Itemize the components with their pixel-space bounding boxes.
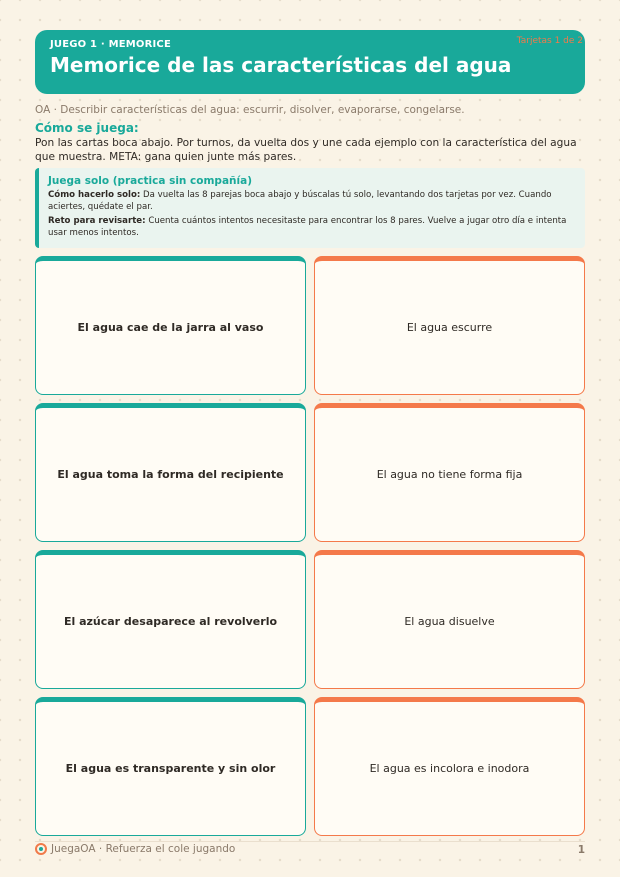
solo-how xyxy=(48,190,575,213)
example-card: El agua es transparente y sin olor xyxy=(35,697,306,836)
footer xyxy=(35,843,235,855)
brand-logo-icon xyxy=(35,843,47,855)
feature-card: El agua no tiene forma fija xyxy=(314,403,585,542)
solo-play-box xyxy=(35,168,585,248)
feature-card: El agua escurre xyxy=(314,256,585,395)
solo-how-label: Cómo hacerlo solo: xyxy=(48,190,141,200)
solo-challenge-label: Reto para revisarte: xyxy=(48,216,146,226)
title-banner xyxy=(35,30,585,94)
learning-objective: OA · Describir características del agua: escurrir, disolver, evaporarse, congelarse. xyxy=(35,104,465,116)
example-card: El azúcar desaparece al revolverlo xyxy=(35,550,306,689)
page-title: Memorice de las características del agua xyxy=(50,53,512,77)
solo-how-text: Da vuelta las 8 parejas boca abajo y búscalas tú solo, levantando dos tarjetas por vez. Cuando aciertes, quédate el par. xyxy=(48,190,552,212)
how-to-play-title: Cómo se juega: xyxy=(35,121,139,135)
game-kicker: JUEGO 1 · MEMORICE xyxy=(50,39,172,50)
feature-card: El agua es incolora e inodora xyxy=(314,697,585,836)
footer-brand: JuegaOA · Refuerza el cole jugando xyxy=(51,843,236,855)
solo-title: Juega solo (practica sin compañía) xyxy=(48,175,252,187)
sheet-tag: Tarjetas 1 de 2 xyxy=(516,36,583,46)
feature-card: El agua disuelve xyxy=(314,550,585,689)
footer-divider xyxy=(35,841,585,842)
how-to-play-text: Pon las cartas boca abajo. Por turnos, da vuelta dos y une cada ejemplo con la característica del agua que muestra. META: gana quien junte más pares. xyxy=(35,137,577,163)
example-card: El agua cae de la jarra al vaso xyxy=(35,256,306,395)
solo-challenge-text: Cuenta cuántos intentos necesitaste para encontrar los 8 pares. Vuelve a jugar otro día e intenta usar menos intentos. xyxy=(48,216,567,238)
solo-challenge xyxy=(48,216,575,239)
page-number: 1 xyxy=(577,844,585,856)
example-card: El agua toma la forma del recipiente xyxy=(35,403,306,542)
